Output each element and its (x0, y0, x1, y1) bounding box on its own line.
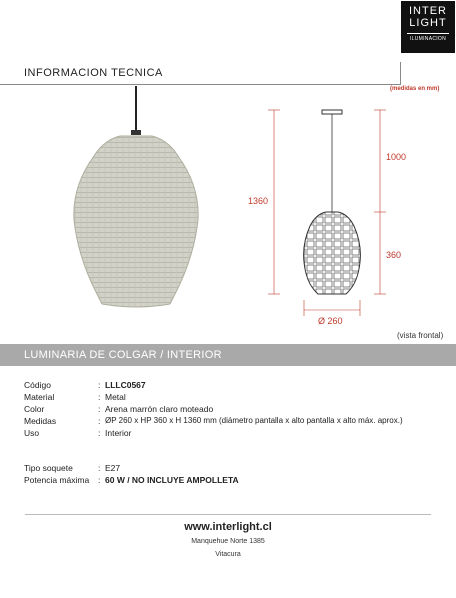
dim-diameter: Ø 260 (318, 316, 343, 326)
footer-city: Vitacura (215, 551, 241, 558)
spec-key: Código (24, 380, 51, 390)
product-category: LUMINARIA DE COLGAR / INTERIOR (24, 349, 222, 361)
spec-key: Medidas (24, 416, 57, 426)
spec-value: Arena marrón claro moteado (105, 404, 214, 414)
footer-address: Manquehue Norte 1385 (191, 538, 265, 545)
dim-cable: 1000 (386, 152, 407, 162)
footer-divider (25, 514, 431, 515)
units-note: (medidas en mm) (390, 86, 440, 92)
lamp-photo (74, 86, 198, 307)
spec-value: ØP 260 x HP 360 x H 1360 mm (diámetro pantalla x alto pantalla x alto máx. aprox.) (105, 416, 403, 425)
spec-key: Color (24, 404, 45, 414)
spec-key: Material (24, 392, 55, 402)
logo-line-2: LIGHT (409, 17, 447, 29)
technical-drawing (268, 110, 386, 316)
logo-line-1: INTER (409, 5, 447, 17)
product-category-bar (0, 344, 456, 366)
spec-value: LLLC0567 (105, 380, 146, 390)
footer-website[interactable]: www.interlight.cl (184, 521, 272, 533)
spec-key: Uso (24, 428, 40, 438)
section-title: INFORMACION TECNICA (24, 67, 163, 79)
view-note: (vista frontal) (397, 331, 444, 340)
spec-value: Metal (105, 392, 126, 402)
spec-key: Potencia máxima (24, 475, 90, 485)
spec-value: Interior (105, 428, 132, 438)
dim-total-height: 1360 (248, 196, 269, 206)
spec-value: 60 W / NO INCLUYE AMPOLLETA (105, 475, 239, 485)
spec-value: E27 (105, 463, 121, 473)
dim-shade-height: 360 (386, 250, 402, 260)
spec-key: Tipo soquete (24, 463, 73, 473)
logo-line-3: ILUMINACION (407, 33, 449, 42)
